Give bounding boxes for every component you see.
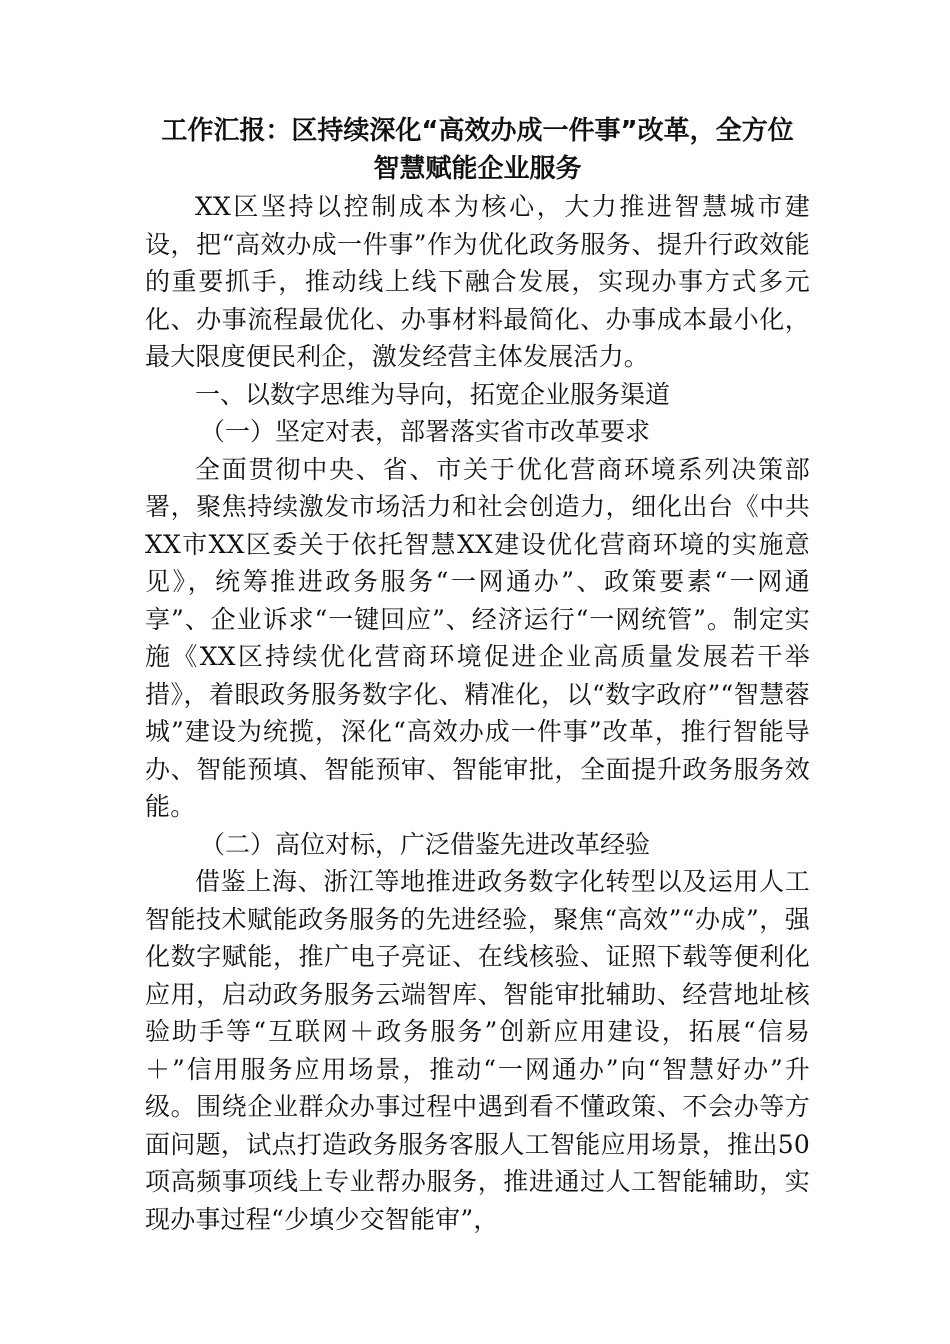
- subsection-1-body: 全面贯彻中央、省、市关于优化营商环境系列决策部署，聚焦持续激发市场活力和社会创造力，细化出台《中共XX市XX区委关于依托智慧XX建设优化营商环境的实施意见》，统筹推进政务服务“一网通办”、政策要素“一网通享”、企业诉求“一键回应”、经济运行“一网统管”。制定实施《XX区持续优化营商环境促进企业高质量发展若干举措》，着眼政务服务数字化、精准化，以“数字政府”“智慧蓉城”建设为统揽，深化“高效办成一件事”改革，推行智能导办、智能预填、智能预审、智能审批，全面提升政务服务效能。: [145, 454, 810, 821]
- title-line-1: 工作汇报：区持续深化“高效办成一件事”改革，全方位: [161, 116, 794, 146]
- document-body: [145, 112, 810, 1238]
- intro-paragraph: XX区坚持以控制成本为核心，大力推进智慧城市建设，把“高效办成一件事”作为优化政务服务、提升行政效能的重要抓手，推动线上线下融合发展，实现办事方式多元化、办事流程最优化、办事材料最简化、办事成本最小化，最大限度便民利企，激发经营主体发展活力。: [145, 192, 810, 371]
- title-line-2: 智慧赋能企业服务: [373, 154, 582, 184]
- subsection-1-heading: （一）坚定对表，部署落实省市改革要求: [200, 417, 651, 446]
- section-1-heading: 一、以数字思维为导向，拓宽企业服务渠道: [195, 379, 671, 409]
- subsection-2-heading: （二）高位对标，广泛借鉴先进改革经验: [200, 829, 651, 859]
- subsection-2-body: 借鉴上海、浙江等地推进政务数字化转型以及运用人工智能技术赋能政务服务的先进经验，聚焦“高效”“办成”，强化数字赋能，推广电子亮证、在线核验、证照下载等便利化应用，启动政务服务云端智库、智能审批辅助、经营地址核验助手等“互联网＋政务服务”创新应用建设，拓展“信易＋”信用服务应用场景，推动“一网通办”向“智慧好办”升级。围绕企业群众办事过程中遇到看不懂政策、不会办等方面问题，试点打造政务服务客服人工智能应用场景，推出50项高频事项线上专业帮办服务，推进通过人工智能辅助，实现办事过程“少填少交智能审”，: [145, 867, 810, 1234]
- document-title: [145, 112, 810, 188]
